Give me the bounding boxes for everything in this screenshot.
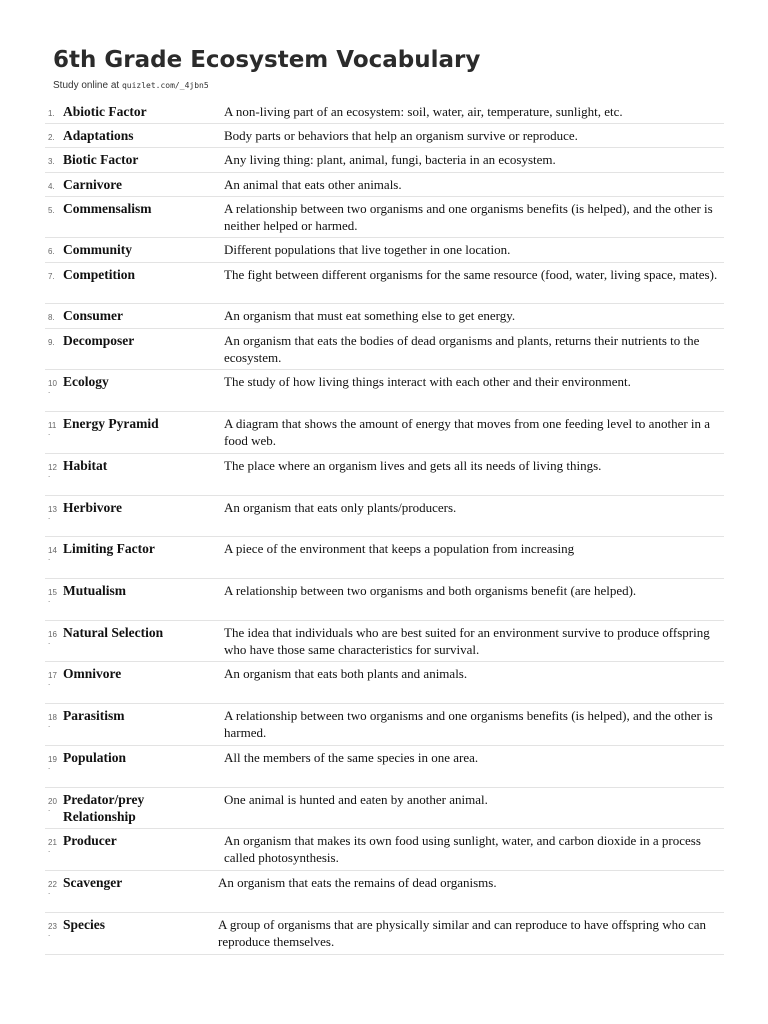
vocab-row: [45, 238, 724, 263]
term-definition: An organism that eats the remains of dead organisms.: [218, 875, 497, 890]
term-word: Energy Pyramid: [63, 416, 159, 431]
vocab-row: [45, 746, 724, 788]
vocab-row: [45, 537, 724, 579]
term-word: Consumer: [63, 308, 123, 323]
term-definition: An organism that must eat something else to get energy.: [224, 308, 516, 323]
term-number: 22 .: [48, 880, 57, 896]
term-number: 13 .: [48, 505, 57, 521]
term-definition: Different populations that live together in one location.: [224, 242, 511, 257]
term-definition: An organism that eats the bodies of dead organisms and plants, returns their nutrients to the ecosystem.: [224, 333, 700, 365]
vocab-row: [45, 662, 724, 704]
vocab-row: [45, 173, 724, 197]
term-number: 11 .: [48, 421, 57, 437]
term-word: Herbivore: [63, 500, 122, 515]
term-word: Carnivore: [63, 177, 122, 192]
term-number: 12 .: [48, 463, 57, 479]
term-number: 20 .: [48, 797, 57, 813]
term-number: 3.: [48, 157, 55, 166]
term-definition: A relationship between two organisms and both organisms benefit (are helped).: [224, 583, 637, 598]
term-word: Limiting Factor: [63, 541, 155, 556]
vocab-row: [45, 148, 724, 173]
vocabulary-list: [45, 100, 724, 955]
term-number: 23 .: [48, 922, 57, 938]
term-definition: An organism that eats both plants and animals.: [224, 666, 468, 681]
term-word: Population: [63, 750, 127, 765]
term-number: 6.: [48, 247, 55, 256]
vocab-row: [45, 454, 724, 496]
vocab-row: [45, 871, 724, 913]
vocab-row: [45, 788, 724, 829]
term-word: Producer: [63, 833, 117, 848]
term-word: Predator/prey Relationship: [63, 792, 145, 824]
term-number: 14 .: [48, 546, 57, 562]
vocab-row: [45, 496, 724, 537]
term-number: 19 .: [48, 755, 57, 771]
vocab-row: [45, 913, 724, 955]
vocab-row: [45, 412, 724, 454]
term-word: Community: [63, 242, 133, 257]
page-title: 6th Grade Ecosystem Vocabulary: [53, 47, 481, 73]
term-word: Adaptations: [63, 128, 134, 143]
term-definition: The study of how living things interact with each other and their environment.: [224, 374, 631, 389]
term-definition: A piece of the environment that keeps a population from increasing: [224, 541, 575, 556]
term-definition: An organism that eats only plants/producers.: [224, 500, 457, 515]
term-word: Biotic Factor: [63, 152, 139, 167]
vocab-row: [45, 100, 724, 124]
term-number: 8.: [48, 313, 55, 322]
term-definition: A group of organisms that are physically similar and can reproduce to have offspring who can reproduce themselves.: [218, 917, 706, 949]
term-definition: Body parts or behaviors that help an organism survive or reproduce.: [224, 128, 578, 143]
term-word: Natural Selection: [63, 625, 164, 640]
term-definition: An organism that makes its own food using sunlight, water, and carbon dioxide in a process called photosynthesis.: [224, 833, 701, 865]
term-word: Habitat: [63, 458, 108, 473]
term-word: Mutualism: [63, 583, 127, 598]
term-number: 15 .: [48, 588, 57, 604]
term-word: Parasitism: [63, 708, 125, 723]
term-word: Decomposer: [63, 333, 135, 348]
study-online-note: [53, 80, 209, 91]
term-number: 18 .: [48, 713, 57, 729]
term-definition: Any living thing: plant, animal, fungi, bacteria in an ecosystem.: [224, 152, 556, 167]
vocab-row: [45, 370, 724, 412]
vocab-row: [45, 329, 724, 370]
vocab-row: [45, 124, 724, 148]
term-number: 2.: [48, 133, 55, 142]
term-word: Omnivore: [63, 666, 122, 681]
term-definition: A relationship between two organisms and one organisms benefits (is helped), and the other is neither helped or harmed.: [224, 201, 713, 233]
study-online-label: Study online at: [53, 80, 120, 91]
term-word: Competition: [63, 267, 135, 282]
term-number: 4.: [48, 182, 55, 191]
term-number: 5.: [48, 206, 55, 215]
term-number: 21 .: [48, 838, 57, 854]
term-definition: The idea that individuals who are best suited for an environment survive to produce offspring who have those same characteristics for survival.: [224, 625, 710, 657]
vocab-row: [45, 304, 724, 329]
term-word: Commensalism: [63, 201, 152, 216]
term-definition: A non-living part of an ecosystem: soil, water, air, temperature, sunlight, etc.: [224, 104, 623, 119]
vocab-row: [45, 829, 724, 871]
study-online-url[interactable]: quizlet.com/_4jbn5: [121, 81, 209, 90]
term-word: Scavenger: [63, 875, 123, 890]
vocab-row: [45, 704, 724, 746]
term-word: Ecology: [63, 374, 109, 389]
term-definition: A relationship between two organisms and one organisms benefits (is helped), and the other is harmed.: [224, 708, 713, 740]
vocab-row: [45, 621, 724, 662]
term-number: 9.: [48, 338, 55, 347]
term-number: 16 .: [48, 630, 57, 646]
term-definition: The fight between different organisms for the same resource (food, water, living space, mates).: [224, 267, 718, 282]
vocab-row: [45, 197, 724, 238]
term-definition: An animal that eats other animals.: [224, 177, 402, 192]
term-number: 7.: [48, 272, 55, 281]
term-number: 10 .: [48, 379, 57, 395]
term-definition: All the members of the same species in one area.: [224, 750, 479, 765]
term-word: Abiotic Factor: [63, 104, 147, 119]
term-word: Species: [63, 917, 105, 932]
vocab-row: [45, 263, 724, 304]
term-definition: The place where an organism lives and gets all its needs of living things.: [224, 458, 602, 473]
term-number: 1.: [48, 109, 55, 118]
term-definition: A diagram that shows the amount of energy that moves from one feeding level to another in a food web.: [224, 416, 711, 448]
vocab-row: [45, 579, 724, 621]
term-number: 17 .: [48, 671, 57, 687]
term-definition: One animal is hunted and eaten by another animal.: [224, 792, 488, 807]
